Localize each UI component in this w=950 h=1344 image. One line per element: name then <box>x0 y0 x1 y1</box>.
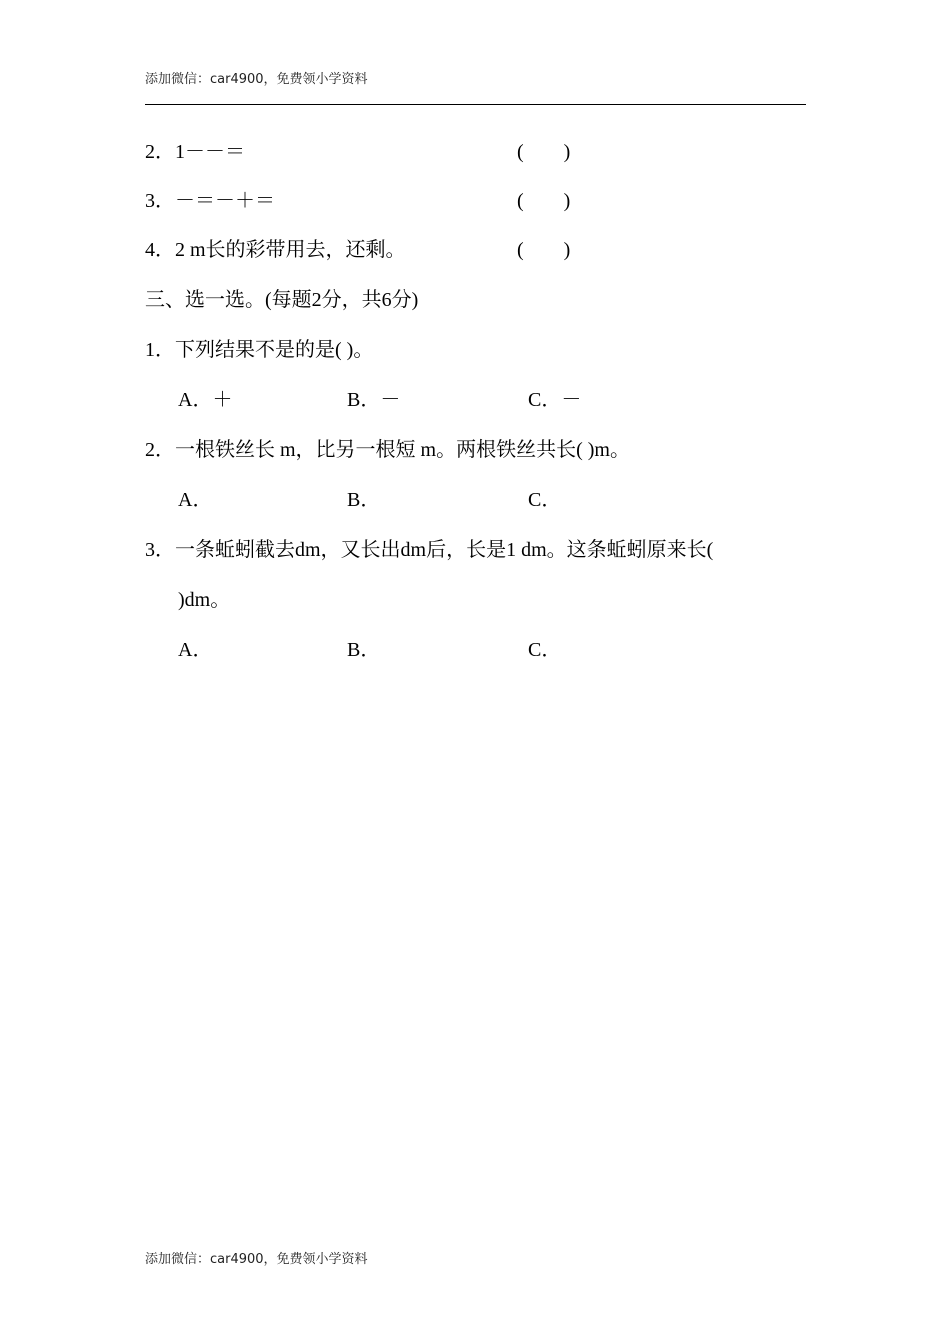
q1-option-a: A．＋ <box>178 389 233 411</box>
section3-heading: 三、选一选。(每题2分，共6分) <box>145 289 419 311</box>
question-1: 1．下列结果不是的是( )。 <box>145 339 374 361</box>
q3-option-b: B． <box>347 639 381 661</box>
q3-option-c: C． <box>528 639 562 661</box>
answer-blank-4: ( ) <box>517 239 571 261</box>
answer-blank-3: ( ) <box>517 190 571 212</box>
page-header-text: 添加微信：car4900，免费领小学资料 <box>145 72 368 87</box>
section2-item-3: 3．－＝－＋＝ <box>145 190 275 212</box>
answer-blank-2: ( ) <box>517 141 571 163</box>
q1-option-c: C．－ <box>528 389 582 411</box>
section2-item-4: 4．2 m长的彩带用去，还剩。 <box>145 239 406 261</box>
section2-item-2: 2．1－－＝ <box>145 141 245 163</box>
question-3: 3．一条蚯蚓截去dm，又长出dm后，长是1 dm。这条蚯蚓原来长( <box>145 539 714 561</box>
question-3-continued: )dm。 <box>178 589 231 611</box>
q2-option-a: A． <box>178 489 213 511</box>
header-divider <box>145 104 806 105</box>
q3-option-a: A． <box>178 639 213 661</box>
page-footer-text: 添加微信：car4900，免费领小学资料 <box>145 1252 368 1267</box>
q2-option-c: C． <box>528 489 562 511</box>
question-2: 2．一根铁丝长 m，比另一根短 m。两根铁丝共长( )m。 <box>145 439 630 461</box>
q1-option-b: B．－ <box>347 389 401 411</box>
q2-option-b: B． <box>347 489 381 511</box>
